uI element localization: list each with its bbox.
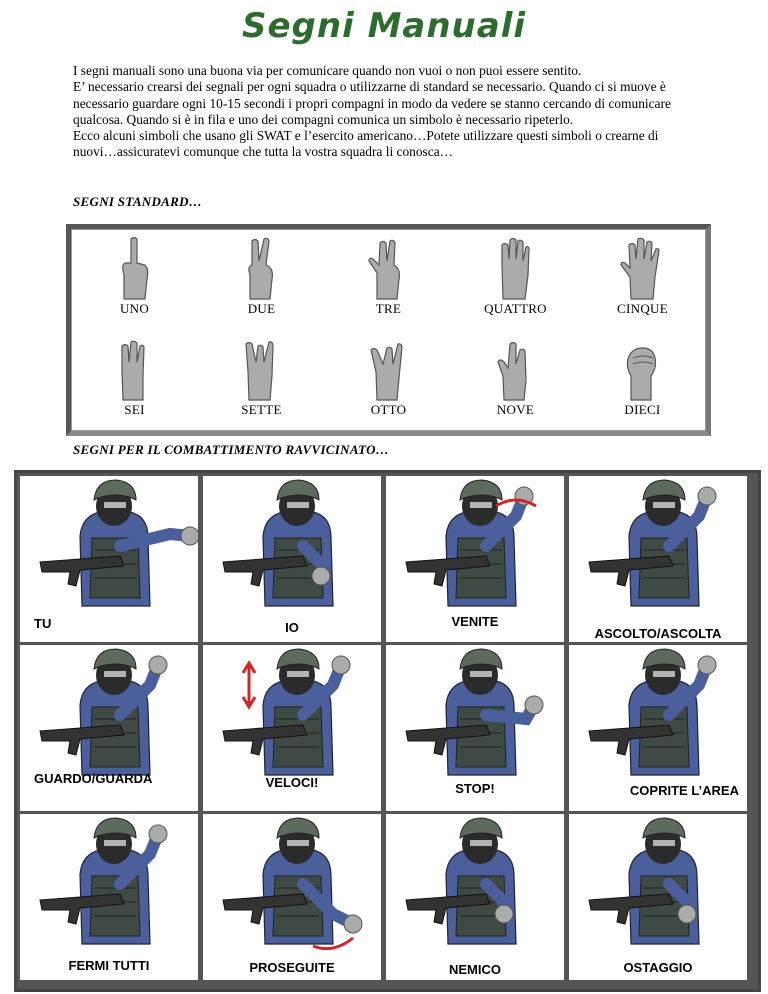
combat-sign-label: OSTAGGIO (623, 960, 693, 975)
sign-label: QUATTRO (484, 301, 547, 316)
soldier-figure-icon (20, 814, 198, 980)
hand-five-icon (617, 235, 667, 301)
combat-sign-cell-ostaggio (569, 814, 747, 980)
combat-signs-heading: SEGNI PER IL COMBATTIMENTO RAVVICINATO… (73, 442, 390, 457)
soldier-figure-icon (203, 814, 381, 980)
combat-sign-label: PROSEGUITE (249, 960, 335, 975)
sign-label: SETTE (241, 402, 282, 417)
intro-paragraph: I segni manuali sono una buona via per comunicare quando non vuoi o non puoi essere sentito. (73, 63, 582, 78)
sign-cell-nove (452, 330, 579, 431)
intro-paragraph: Ecco alcuni simboli che usano gli SWAT e l’esercito americano…Potete utilizzare questi simboli o crearne di nuovi…assicuratevi comunque che tutta la vostra squadra li conosca… (73, 128, 659, 160)
combat-sign-cell-guardo (20, 645, 198, 811)
soldier-figure-icon (569, 476, 747, 642)
combat-sign-cell-venite (386, 476, 564, 642)
combat-sign-cell-proseguite (203, 814, 381, 980)
standard-signs-panel (66, 224, 711, 436)
hand-eight-icon (363, 336, 413, 402)
sign-cell-cinque (579, 229, 706, 330)
soldier-figure-icon (386, 814, 564, 980)
combat-sign-cell-tu (20, 476, 198, 642)
standard-signs-heading: SEGNI STANDARD… (73, 194, 203, 209)
hand-six-icon (109, 336, 159, 402)
combat-sign-label: COPRITE L’AREA (629, 783, 739, 798)
combat-sign-label: VELOCI! (265, 775, 319, 790)
combat-sign-cell-fermi-tutti (20, 814, 198, 980)
sign-cell-due (198, 229, 325, 330)
sign-cell-sette (198, 330, 325, 431)
page-title: Segni Manuali (241, 6, 527, 46)
combat-sign-label: STOP! (455, 781, 495, 796)
combat-sign-label: FERMI TUTTI (68, 958, 150, 973)
hand-two-icon (236, 235, 286, 301)
hand-one-icon (109, 235, 159, 301)
sign-cell-uno (71, 229, 198, 330)
combat-sign-label: VENITE (451, 614, 499, 629)
combat-sign-cell-nemico (386, 814, 564, 980)
intro-text (73, 63, 703, 161)
combat-sign-cell-coprite (569, 645, 747, 811)
combat-sign-cell-io (203, 476, 381, 642)
combat-sign-label: NEMICO (449, 962, 501, 977)
combat-signs-panel (14, 470, 761, 992)
intro-paragraph: E’ necessario crearsi dei segnali per ogni squadra o utilizzarne di standard se necessario. Quando ci si muove è necessario guardare ogni 10-15 secondi i propri compagni in modo da vedere se stanno cercando di comunicare qualcosa. Quando si è in fila e uno dei compagni comunica un simbolo è necessario ripeterlo. (73, 79, 671, 127)
combat-sign-label: TU (34, 616, 52, 631)
sign-cell-dieci (579, 330, 706, 431)
sign-label: UNO (119, 301, 150, 316)
combat-sign-label: GUARDO/GUARDA (34, 771, 153, 786)
hand-three-icon (363, 235, 413, 301)
sign-cell-tre (325, 229, 452, 330)
sign-label: TRE (375, 301, 402, 316)
sign-label: NOVE (496, 402, 535, 417)
combat-sign-cell-veloci (203, 645, 381, 811)
soldier-figure-icon (203, 476, 381, 642)
sign-label: OTTO (370, 402, 407, 417)
hand-four-icon (490, 235, 540, 301)
soldier-figure-icon (20, 645, 198, 811)
sign-cell-sei (71, 330, 198, 431)
combat-sign-label: IO (285, 620, 299, 635)
sign-cell-quattro (452, 229, 579, 330)
sign-cell-otto (325, 330, 452, 431)
hand-fist-icon (617, 336, 667, 402)
soldier-figure-icon (569, 814, 747, 980)
hand-nine-icon (490, 336, 540, 402)
sign-label: SEI (124, 402, 145, 417)
hand-seven-icon (236, 336, 286, 402)
combat-sign-cell-ascolto (569, 476, 747, 642)
sign-label: DIECI (624, 402, 661, 417)
combat-sign-label: ASCOLTO/ASCOLTA (594, 626, 722, 641)
sign-label: DUE (247, 301, 276, 316)
sign-label: CINQUE (617, 301, 668, 316)
combat-sign-cell-stop (386, 645, 564, 811)
